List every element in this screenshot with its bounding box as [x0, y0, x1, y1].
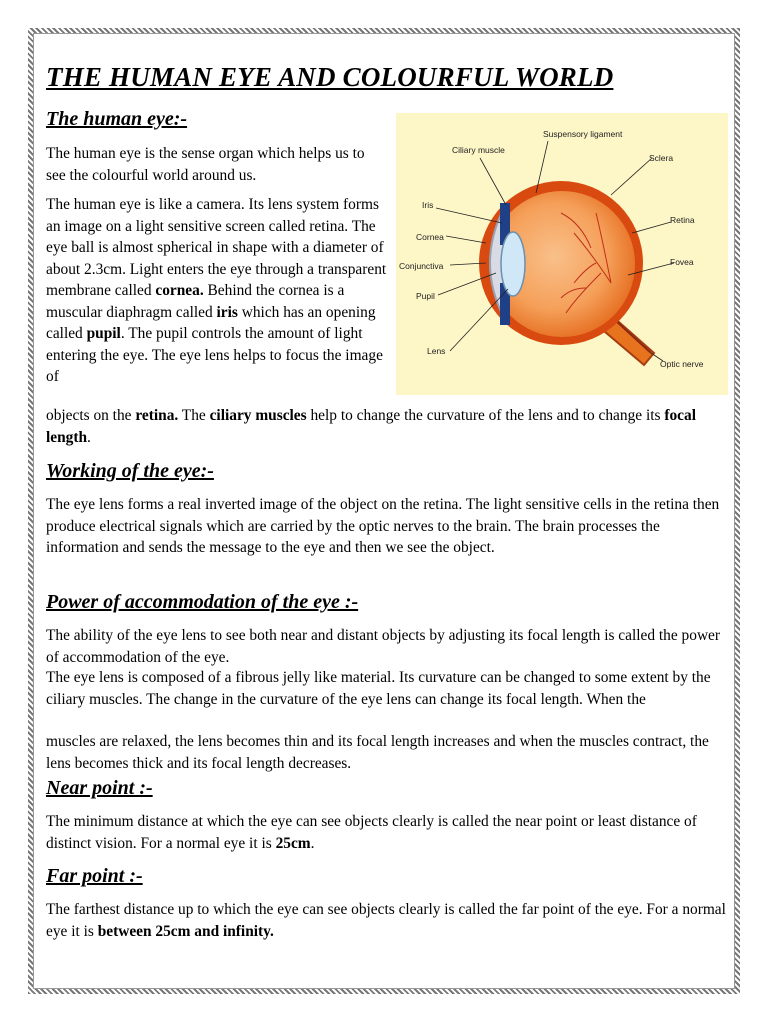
human-eye-intro: The human eye is the sense organ which helps us to see the colourful world around us. — [46, 145, 365, 184]
heading-human-eye: The human eye:- — [46, 108, 188, 130]
label-suspensory: Suspensory ligament — [543, 129, 623, 139]
label-pupil: Pupil — [416, 291, 435, 301]
eye-diagram — [396, 113, 728, 395]
heading-working: Working of the eye:- — [46, 460, 214, 482]
label-retina: Retina — [670, 215, 695, 225]
label-iris: Iris — [422, 200, 434, 210]
label-lens: Lens — [427, 346, 446, 356]
label-ciliary-muscle: Ciliary muscle — [452, 145, 505, 155]
label-cornea: Cornea — [416, 232, 444, 242]
human-eye-description-cont: objects on the retina. The ciliary muscles help to change the curvature of the lens and to change its focal length. — [46, 407, 696, 446]
label-conjunctiva: Conjunctiva — [399, 261, 444, 271]
accommodation-p3: muscles are relaxed, the lens becomes thin and its focal length increases and when the muscles contract, the lens becomes thick and its focal length decreases. — [46, 733, 709, 772]
accommodation-p2: The eye lens is composed of a fibrous jelly like material. Its curvature can be changed to some extent by the ciliary muscles. The change in the curvature of the eye lens can change its focal length. When the — [46, 669, 711, 708]
heading-far-point: Far point :- — [46, 865, 143, 887]
label-sclera: Sclera — [649, 153, 674, 163]
human-eye-description: The human eye is like a camera. Its lens system forms an image on a light sensitive screen called retina. The eye ball is almost spherical in shape with a diameter of about 2.3cm. Light enters the eye through a transparent membrane called cornea. Behind the cornea is a muscular diaphragm called iris which has an opening called pupil. The pupil controls the amount of light entering the eye. The eye lens helps to focus the image of — [46, 196, 387, 385]
working-text: The eye lens forms a real inverted image of the object on the retina. The light sensitive cells in the retina then produce electrical signals which are carried by the optic nerves to the brain. The brain processes the information and sends the message to the eye and then we see the object. — [46, 496, 720, 556]
accommodation-p1: The ability of the eye lens to see both near and distant objects by adjusting its focal length is called the power of accommodation of the eye. — [46, 627, 721, 666]
label-fovea: Fovea — [670, 257, 694, 267]
page-title: THE HUMAN EYE AND COLOURFUL WORLD — [46, 62, 614, 92]
heading-near-point: Near point :- — [46, 777, 153, 799]
near-point-text: The minimum distance at which the eye can see objects clearly is called the near point or least distance of distinct vision. For a normal eye it is 25cm. — [46, 813, 697, 852]
heading-accommodation: Power of accommodation of the eye :- — [46, 591, 359, 613]
far-point-text: The farthest distance up to which the eye can see objects clearly is called the far point of the eye. For a normal eye it is between 25cm and infinity. — [46, 901, 726, 940]
label-optic-nerve: Optic nerve — [660, 359, 704, 369]
